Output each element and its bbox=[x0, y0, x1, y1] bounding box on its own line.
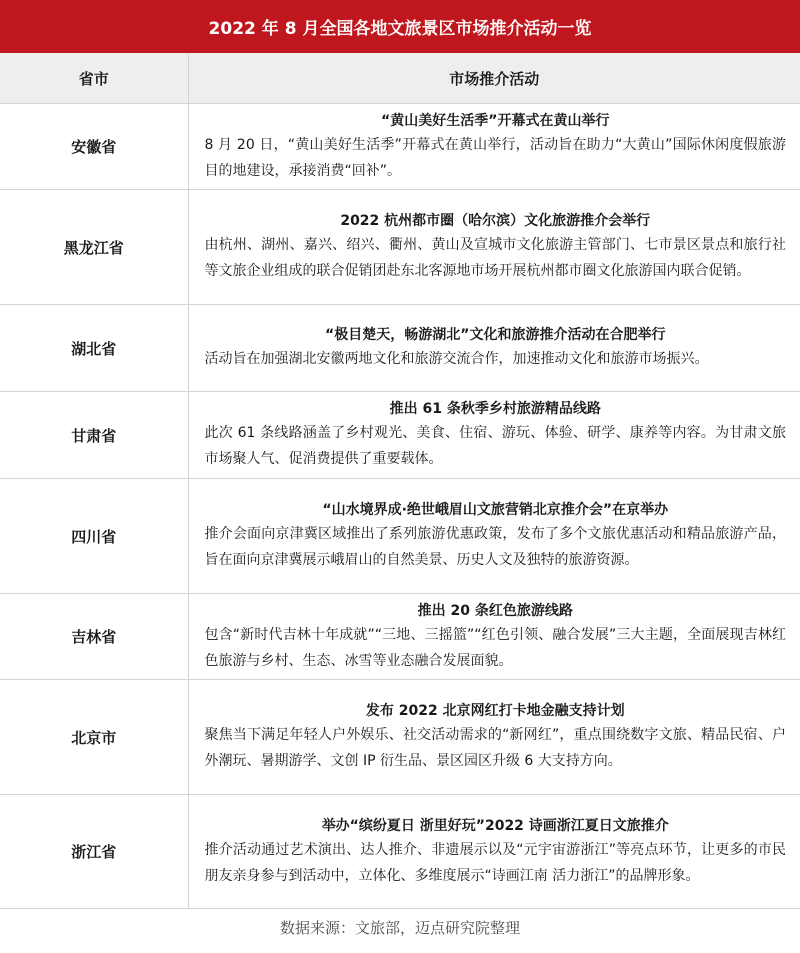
activity-title: “黄山美好生活季”开幕式在黄山举行 bbox=[381, 112, 610, 129]
activity-description: 8 月 20 日，“黄山美好生活季”开幕式在黄山举行，活动旨在助力“大黄山”国际休闲度假旅游目的地建设，承接消费“回补”。 bbox=[204, 136, 786, 179]
activity-cell bbox=[188, 305, 800, 392]
province-cell: 四川省 bbox=[0, 479, 188, 594]
activity-title: 推出 20 条红色旅游线路 bbox=[417, 602, 573, 619]
header-activity: 市场推介活动 bbox=[188, 53, 800, 104]
province-cell: 湖北省 bbox=[0, 305, 188, 392]
table-title: 2022 年 8 月全国各地文旅景区市场推介活动一览 bbox=[0, 0, 800, 53]
province-cell: 安徽省 bbox=[0, 104, 188, 190]
table-row bbox=[0, 392, 800, 479]
activity-description: 推介活动通过艺术演出、达人推介、非遗展示以及“元宇宙游浙江”等亮点环节，让更多的市民朋友亲身参与到活动中，立体化、多维度展示“诗画江南 活力浙江”的品牌形象。 bbox=[204, 841, 786, 884]
source-note: 数据来源：文旅部，迈点研究院整理 bbox=[279, 918, 520, 937]
activity-cell bbox=[188, 479, 800, 594]
province-cell: 北京市 bbox=[0, 680, 188, 795]
activity-title: “极目楚天，畅游湖北”文化和旅游推介活动在合肥举行 bbox=[325, 327, 666, 343]
activity-title: “山水境界成·绝世峨眉山文旅营销北京推介会”在京举办 bbox=[322, 502, 669, 518]
table-row bbox=[0, 190, 800, 305]
activity-description: 推介会面向京津冀区域推出了系列旅游优惠政策，发布了多个文旅优惠活动和精品旅游产品，旨在面向京津冀展示峨眉山的自然美景、历史人文及独特的旅游资源。 bbox=[204, 526, 786, 568]
table-row bbox=[0, 795, 800, 909]
table-row bbox=[0, 305, 800, 392]
activity-title: 举办“缤纷夏日 浙里好玩”2022 诗画浙江夏日文旅推介 bbox=[321, 817, 669, 834]
activity-cell bbox=[188, 392, 800, 479]
activity-cell bbox=[188, 680, 800, 795]
activity-cell bbox=[188, 190, 800, 305]
activity-title: 2022 杭州都市圈（哈尔滨）文化旅游推介会举行 bbox=[340, 213, 651, 229]
province-cell: 浙江省 bbox=[0, 795, 188, 909]
activity-table bbox=[0, 53, 800, 909]
table-header-row bbox=[0, 53, 800, 104]
activity-cell bbox=[188, 594, 800, 680]
activity-cell bbox=[188, 104, 800, 190]
activity-description: 聚焦当下满足年轻人户外娱乐、社交活动需求的“新网红”，重点围绕数字文旅、精品民宿、户外潮玩、暑期游学、文创 IP 衍生品、景区园区升级 6 大支持方向。 bbox=[204, 727, 786, 769]
table-row bbox=[0, 479, 800, 594]
header-province: 省市 bbox=[0, 53, 188, 104]
activity-description: 此次 61 条线路涵盖了乡村观光、美食、住宿、游玩、体验、研学、康养等内容。为甘肃文旅市场聚人气、促消费提供了重要载体。 bbox=[204, 425, 786, 467]
province-cell: 黑龙江省 bbox=[0, 190, 188, 305]
table-row bbox=[0, 594, 800, 680]
activity-description: 由杭州、湖州、嘉兴、绍兴、衢州、黄山及宣城市文化旅游主管部门、七市景区景点和旅行社等文旅企业组成的联合促销团赴东北客源地市场开展杭州都市圈文化旅游国内联合促销。 bbox=[204, 237, 786, 279]
activity-cell bbox=[188, 795, 800, 909]
table-row bbox=[0, 680, 800, 795]
province-cell: 吉林省 bbox=[0, 594, 188, 680]
province-cell: 甘肃省 bbox=[0, 392, 188, 479]
activity-title: 发布 2022 北京网红打卡地金融支持计划 bbox=[365, 703, 625, 719]
activity-description: 包含“新时代吉林十年成就”“三地、三摇篮”“红色引领、融合发展”三大主题，全面展现吉林红色旅游与乡村、生态、冰雪等业态融合发展面貌。 bbox=[204, 626, 786, 669]
activity-title: 推出 61 条秋季乡村旅游精品线路 bbox=[389, 401, 601, 417]
table-row bbox=[0, 104, 800, 190]
activity-description: 活动旨在加强湖北安徽两地文化和旅游交流合作，加速推动文化和旅游市场振兴。 bbox=[204, 351, 709, 367]
